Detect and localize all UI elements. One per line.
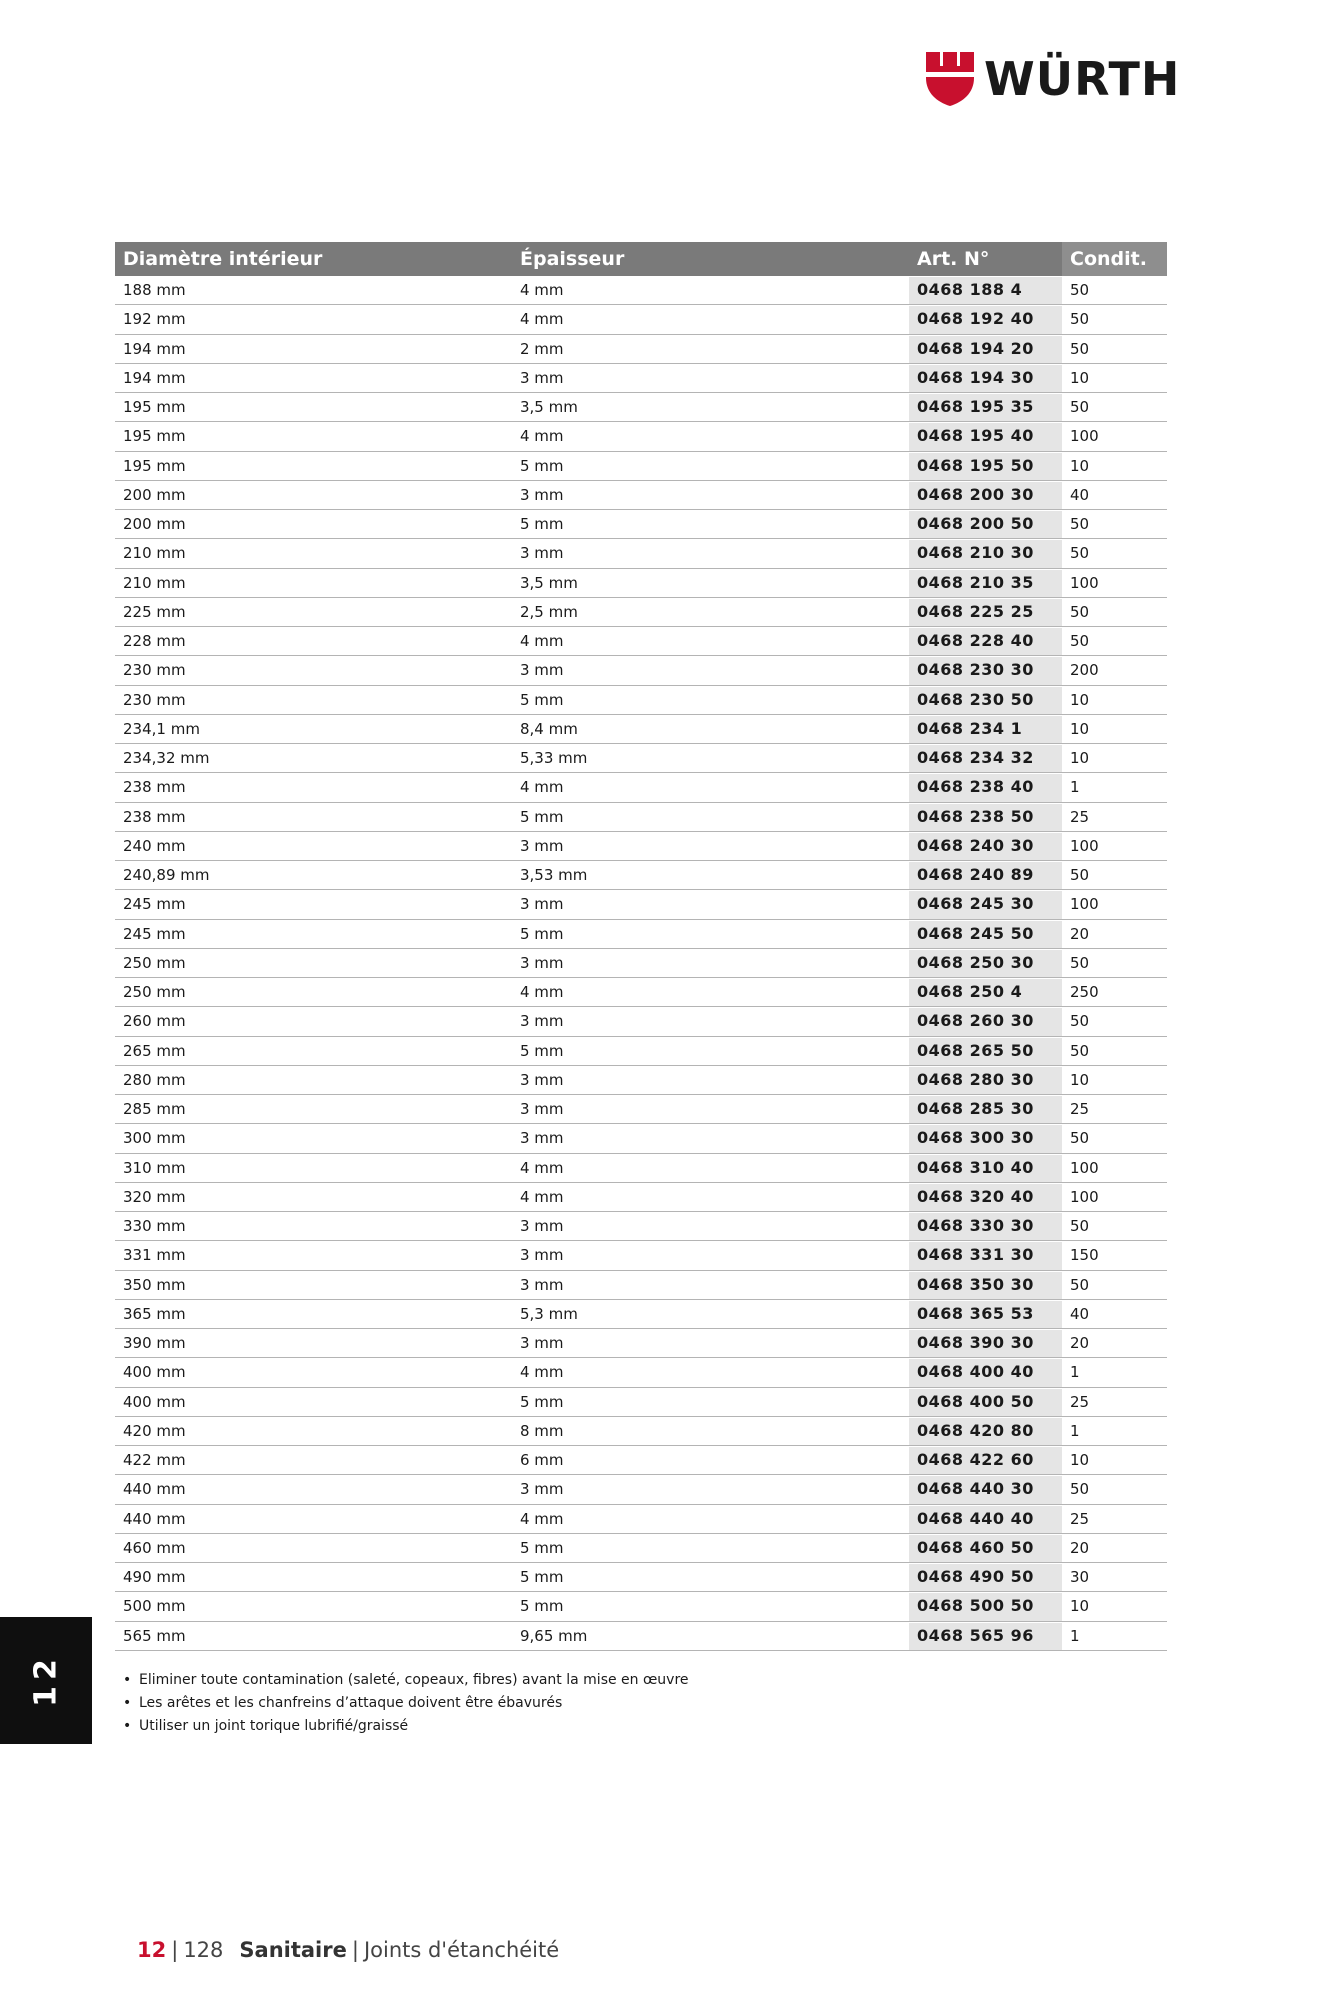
table-row [115,306,1167,334]
cell-packaging: 1 [1070,1363,1080,1382]
cell-thickness: 3 mm [520,1275,564,1294]
cell-packaging: 20 [1070,924,1090,943]
cell-article-number: 0468 500 50 [909,1593,1062,1620]
cell-packaging: 10 [1070,719,1090,738]
cell-thickness: 4 mm [520,1509,564,1528]
table-row [115,950,1167,978]
cell-diameter: 400 mm [123,1392,186,1411]
cell-packaging: 50 [1070,632,1090,650]
table-row [115,687,1167,715]
cell-article-number: 0468 400 50 [909,1389,1062,1416]
cell-diameter: 228 mm [123,632,186,650]
table-row [115,1184,1167,1212]
table-row [115,599,1167,627]
cell-article-number: 0468 194 20 [909,336,1062,363]
cell-diameter: 230 mm [123,690,186,709]
cell-thickness: 3,53 mm [520,866,588,884]
cell-article-number: 0468 195 35 [909,394,1062,421]
cell-packaging: 10 [1070,456,1090,475]
cell-diameter: 390 mm [123,1334,186,1352]
table-header [115,242,1167,276]
cell-thickness: 4 mm [520,281,564,299]
cell-diameter: 250 mm [123,953,186,972]
table-row [115,1301,1167,1329]
table-row [115,511,1167,539]
cell-thickness: 5,33 mm [520,749,588,767]
cell-thickness: 3 mm [520,1217,564,1235]
cell-thickness: 5 mm [520,807,564,826]
cell-thickness: 3 mm [520,1070,564,1089]
header-thickness: Épaisseur [520,248,625,270]
table-row [115,1272,1167,1300]
cell-diameter: 331 mm [123,1246,186,1265]
cell-diameter: 460 mm [123,1538,186,1557]
table-row [115,891,1167,919]
cell-article-number: 0468 240 30 [909,833,1062,860]
table-row [115,336,1167,364]
table-row [115,423,1167,451]
cell-diameter: 194 mm [123,368,186,387]
cell-thickness: 3 mm [520,485,564,504]
cell-article-number: 0468 400 40 [909,1359,1062,1386]
cell-packaging: 100 [1070,1187,1099,1206]
bullet-icon: • [123,1718,132,1734]
cell-article-number: 0468 440 30 [909,1476,1062,1503]
table-row [115,979,1167,1007]
page-total: 128 [183,1938,224,1962]
cell-article-number: 0468 422 60 [909,1447,1062,1474]
footer-separator: | [351,1938,359,1962]
cell-thickness: 5 mm [520,690,564,709]
cell-diameter: 188 mm [123,281,186,299]
cell-article-number: 0468 490 50 [909,1564,1062,1591]
cell-diameter: 240,89 mm [123,866,210,884]
cell-diameter: 234,1 mm [123,719,200,738]
cell-thickness: 4 mm [520,632,564,650]
cell-thickness: 6 mm [520,1451,564,1469]
cell-thickness: 2,5 mm [520,602,578,621]
cell-diameter: 200 mm [123,515,186,533]
cell-diameter: 300 mm [123,1129,186,1148]
table-row [115,570,1167,598]
cell-article-number: 0468 320 40 [909,1184,1062,1211]
cell-article-number: 0468 285 30 [909,1096,1062,1123]
table-row [115,1593,1167,1621]
cell-diameter: 422 mm [123,1451,186,1469]
cell-diameter: 285 mm [123,1100,186,1118]
cell-diameter: 245 mm [123,924,186,943]
page-footer [137,1938,559,1962]
cell-packaging: 100 [1070,895,1099,914]
cell-diameter: 230 mm [123,661,186,680]
table-row [115,804,1167,832]
cell-thickness: 4 mm [520,1158,564,1177]
cell-thickness: 3 mm [520,544,564,563]
cell-thickness: 5 mm [520,924,564,943]
table-row [115,1213,1167,1241]
cell-article-number: 0468 195 50 [909,453,1062,480]
cell-diameter: 192 mm [123,310,186,329]
cell-diameter: 420 mm [123,1421,186,1440]
bullet-icon: • [123,1672,132,1688]
table-row [115,1389,1167,1417]
table-row [115,1359,1167,1387]
cell-thickness: 4 mm [520,1187,564,1206]
cell-thickness: 2 mm [520,339,564,358]
cell-diameter: 234,32 mm [123,749,210,767]
cell-packaging: 1 [1070,1421,1080,1440]
table-row [115,394,1167,422]
cell-thickness: 5 mm [520,1041,564,1060]
cell-packaging: 10 [1070,1070,1090,1089]
cell-diameter: 260 mm [123,1012,186,1031]
table-row [115,482,1167,510]
note-text: Utiliser un joint torique lubrifié/graissé [139,1718,409,1734]
table-row [115,540,1167,568]
cell-packaging: 50 [1070,281,1090,299]
cell-article-number: 0468 250 30 [909,950,1062,977]
cell-article-number: 0468 365 53 [909,1301,1062,1328]
cell-packaging: 40 [1070,1304,1090,1323]
cell-article-number: 0468 195 40 [909,423,1062,450]
footer-section: Sanitaire [239,1938,347,1962]
cell-thickness: 3,5 mm [520,398,578,416]
table-row [115,657,1167,685]
table-row [115,1506,1167,1534]
cell-article-number: 0468 200 30 [909,482,1062,509]
cell-diameter: 195 mm [123,398,186,416]
cell-thickness: 5 mm [520,456,564,475]
cell-packaging: 150 [1070,1246,1099,1265]
page-number: 12 [137,1938,167,1962]
table-row [115,1038,1167,1066]
cell-thickness: 9,65 mm [520,1626,588,1645]
cell-thickness: 4 mm [520,778,564,797]
cell-diameter: 330 mm [123,1217,186,1235]
cell-article-number: 0468 390 30 [909,1330,1062,1357]
cell-article-number: 0468 250 4 [909,979,1062,1006]
table-row [115,745,1167,773]
cell-article-number: 0468 331 30 [909,1242,1062,1269]
cell-article-number: 0468 240 89 [909,862,1062,889]
note-text: Eliminer toute contamination (saleté, copeaux, fibres) avant la mise en œuvre [139,1672,689,1688]
table-row [115,1096,1167,1124]
cell-packaging: 50 [1070,515,1090,533]
header-article: Art. N° [917,248,990,270]
table-row [115,628,1167,656]
cell-thickness: 3 mm [520,1100,564,1118]
table-row [115,921,1167,949]
cell-thickness: 3 mm [520,1480,564,1499]
note-text: Les arêtes et les chanfreins d’attaque doivent être ébavurés [139,1695,563,1711]
cell-packaging: 200 [1070,661,1099,680]
cell-packaging: 50 [1070,1217,1090,1235]
cell-diameter: 280 mm [123,1070,186,1089]
cell-diameter: 240 mm [123,836,186,855]
cell-article-number: 0468 420 80 [909,1418,1062,1445]
table-row [115,1564,1167,1592]
cell-article-number: 0468 210 30 [909,540,1062,567]
cell-packaging: 50 [1070,1041,1090,1060]
cell-diameter: 500 mm [123,1597,186,1616]
cell-article-number: 0468 230 30 [909,657,1062,684]
table-row [115,1125,1167,1153]
cell-thickness: 3 mm [520,953,564,972]
cell-diameter: 250 mm [123,983,186,1001]
table-row [115,862,1167,890]
cell-diameter: 194 mm [123,339,186,358]
cell-thickness: 4 mm [520,1363,564,1382]
footer-topic: Joints d'étanchéité [363,1938,560,1962]
cell-diameter: 238 mm [123,778,186,797]
cell-article-number: 0468 260 30 [909,1008,1062,1035]
cell-thickness: 3 mm [520,895,564,914]
cell-packaging: 10 [1070,749,1090,767]
cell-packaging: 25 [1070,1509,1090,1528]
cell-article-number: 0468 310 40 [909,1155,1062,1182]
cell-thickness: 5 mm [520,515,564,533]
cell-packaging: 50 [1070,1275,1090,1294]
cell-article-number: 0468 194 30 [909,365,1062,392]
table-row [115,1008,1167,1036]
cell-article-number: 0468 245 30 [909,891,1062,918]
cell-article-number: 0468 192 40 [909,306,1062,333]
chapter-tab [0,1617,92,1744]
cell-packaging: 50 [1070,602,1090,621]
cell-packaging: 100 [1070,573,1099,592]
cell-article-number: 0468 565 96 [909,1623,1062,1650]
table-row [115,1242,1167,1270]
cell-diameter: 195 mm [123,427,186,446]
cell-packaging: 50 [1070,1012,1090,1031]
cell-article-number: 0468 238 50 [909,804,1062,831]
header-packaging: Condit. [1062,242,1167,276]
bullet-icon: • [123,1695,132,1711]
cell-thickness: 5 mm [520,1538,564,1557]
cell-diameter: 565 mm [123,1626,186,1645]
cell-article-number: 0468 188 4 [909,277,1062,304]
chapter-number: 12 [28,1653,64,1707]
cell-packaging: 25 [1070,1100,1090,1118]
cell-article-number: 0468 460 50 [909,1535,1062,1562]
cell-packaging: 40 [1070,485,1090,504]
cell-packaging: 25 [1070,1392,1090,1411]
cell-packaging: 50 [1070,310,1090,329]
cell-thickness: 5 mm [520,1568,564,1586]
cell-packaging: 100 [1070,1158,1099,1177]
cell-thickness: 4 mm [520,427,564,446]
wurth-logo-icon [926,52,974,106]
table-row [115,1418,1167,1446]
table-row [115,453,1167,481]
cell-packaging: 50 [1070,866,1090,884]
cell-article-number: 0468 228 40 [909,628,1062,655]
cell-article-number: 0468 350 30 [909,1272,1062,1299]
table-row [115,1447,1167,1475]
cell-packaging: 50 [1070,1129,1090,1148]
cell-diameter: 225 mm [123,602,186,621]
cell-packaging: 10 [1070,1451,1090,1469]
cell-packaging: 1 [1070,1626,1080,1645]
cell-thickness: 3 mm [520,1129,564,1148]
cell-packaging: 25 [1070,807,1090,826]
cell-article-number: 0468 238 40 [909,774,1062,801]
table-row [115,1067,1167,1095]
table-row [115,1476,1167,1504]
cell-article-number: 0468 234 1 [909,716,1062,743]
cell-thickness: 5 mm [520,1597,564,1616]
table-row [115,716,1167,744]
cell-packaging: 50 [1070,953,1090,972]
table-row [115,833,1167,861]
table-row [115,774,1167,802]
cell-article-number: 0468 280 30 [909,1067,1062,1094]
cell-diameter: 245 mm [123,895,186,914]
cell-thickness: 3 mm [520,836,564,855]
cell-thickness: 3 mm [520,368,564,387]
cell-thickness: 5 mm [520,1392,564,1411]
cell-thickness: 3 mm [520,661,564,680]
cell-diameter: 210 mm [123,573,186,592]
cell-packaging: 30 [1070,1568,1090,1586]
cell-diameter: 210 mm [123,544,186,563]
cell-diameter: 320 mm [123,1187,186,1206]
note-item [123,1669,689,1692]
cell-thickness: 4 mm [520,310,564,329]
notes-list [123,1669,689,1738]
cell-article-number: 0468 230 50 [909,687,1062,714]
cell-article-number: 0468 265 50 [909,1038,1062,1065]
cell-diameter: 195 mm [123,456,186,475]
table-row [115,1623,1167,1651]
cell-packaging: 100 [1070,427,1099,446]
cell-diameter: 400 mm [123,1363,186,1382]
cell-article-number: 0468 245 50 [909,921,1062,948]
cell-diameter: 310 mm [123,1158,186,1177]
cell-packaging: 100 [1070,836,1099,855]
cell-article-number: 0468 300 30 [909,1125,1062,1152]
cell-diameter: 490 mm [123,1568,186,1586]
cell-packaging: 10 [1070,368,1090,387]
table-row [115,365,1167,393]
cell-diameter: 440 mm [123,1480,186,1499]
table-row [115,277,1167,305]
cell-article-number: 0468 210 35 [909,570,1062,597]
note-item [123,1692,689,1715]
cell-thickness: 3,5 mm [520,573,578,592]
cell-thickness: 5,3 mm [520,1304,578,1323]
cell-article-number: 0468 440 40 [909,1506,1062,1533]
cell-diameter: 365 mm [123,1304,186,1323]
cell-thickness: 4 mm [520,983,564,1001]
cell-packaging: 10 [1070,1597,1090,1616]
cell-thickness: 3 mm [520,1246,564,1265]
cell-packaging: 20 [1070,1334,1090,1352]
cell-thickness: 8 mm [520,1421,564,1440]
header-diameter: Diamètre intérieur [123,248,323,270]
cell-diameter: 200 mm [123,485,186,504]
note-item [123,1715,689,1738]
cell-diameter: 238 mm [123,807,186,826]
cell-diameter: 350 mm [123,1275,186,1294]
cell-packaging: 50 [1070,398,1090,416]
brand-name: WÜRTH [984,52,1181,106]
cell-thickness: 3 mm [520,1334,564,1352]
table-row [115,1155,1167,1183]
cell-article-number: 0468 330 30 [909,1213,1062,1240]
cell-packaging: 20 [1070,1538,1090,1557]
cell-article-number: 0468 225 25 [909,599,1062,626]
cell-thickness: 3 mm [520,1012,564,1031]
cell-packaging: 50 [1070,339,1090,358]
cell-thickness: 8,4 mm [520,719,578,738]
table-row [115,1330,1167,1358]
cell-diameter: 440 mm [123,1509,186,1528]
cell-packaging: 50 [1070,544,1090,563]
cell-article-number: 0468 234 32 [909,745,1062,772]
table-body [115,277,1167,1651]
cell-packaging: 50 [1070,1480,1090,1499]
cell-packaging: 1 [1070,778,1080,797]
brand-logo [926,52,1180,106]
cell-packaging: 250 [1070,983,1099,1001]
cell-diameter: 265 mm [123,1041,186,1060]
cell-article-number: 0468 200 50 [909,511,1062,538]
cell-packaging: 10 [1070,690,1090,709]
footer-separator: | [171,1938,179,1962]
product-table [115,242,1167,1651]
table-row [115,1535,1167,1563]
